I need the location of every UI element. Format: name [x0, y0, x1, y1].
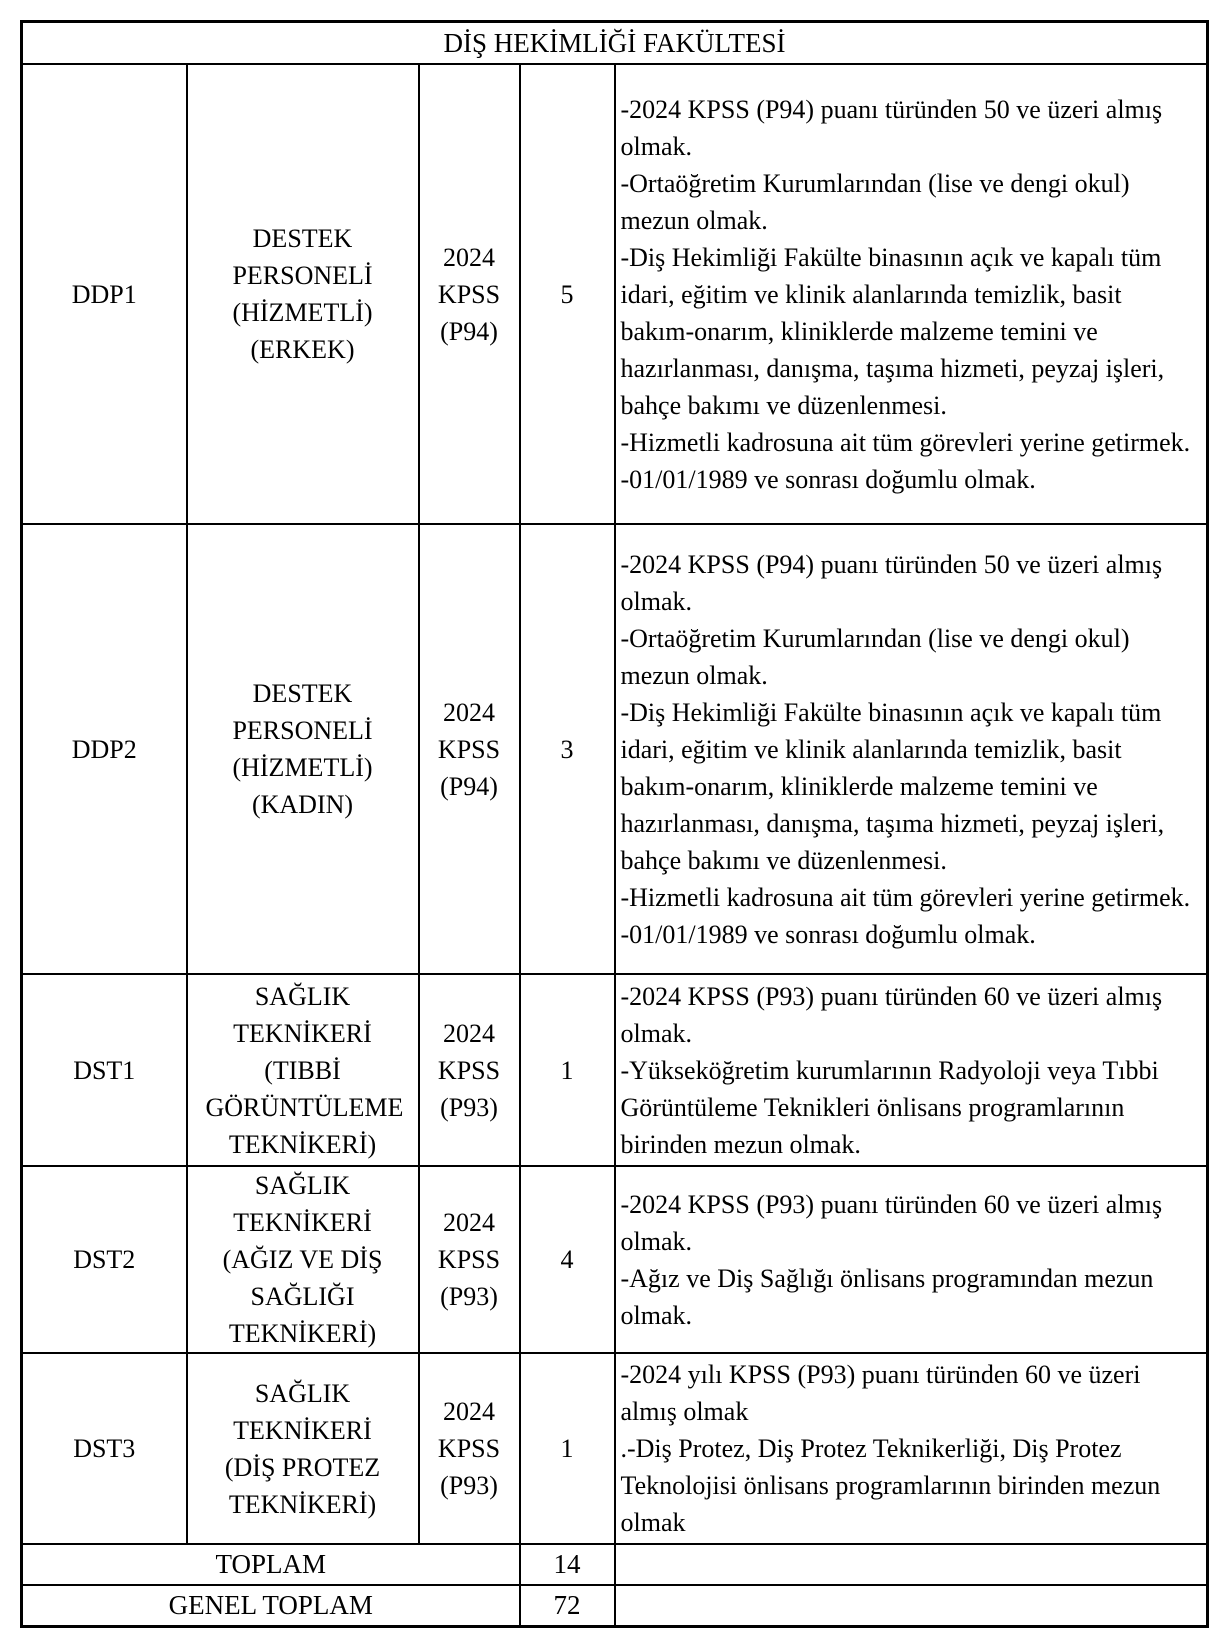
table-row-ddp2 — [22, 524, 1208, 974]
table-row-ddp1 — [22, 64, 1208, 524]
requirements-cell — [615, 64, 1208, 524]
requirement-item: -Hizmetli kadrosuna ait tüm görevleri yerine getirmek. — [620, 882, 1191, 912]
exam-type: 2024 KPSS (P94) — [419, 64, 520, 524]
position-title: DESTEK PERSONELİ (HİZMETLİ) (KADIN) — [187, 524, 419, 974]
requirement-item: -2024 KPSS (P93) puanı türünden 60 ve üzeri almış olmak. — [620, 981, 1163, 1048]
quota-count: 4 — [520, 1166, 615, 1353]
position-title: DESTEK PERSONELİ (HİZMETLİ) (ERKEK) — [187, 64, 419, 524]
requirement-item: -01/01/1989 ve sonrası doğumlu olmak. — [620, 464, 1036, 494]
exam-type: 2024 KPSS (P93) — [419, 1166, 520, 1353]
requirement-item: -2024 KPSS (P94) puanı türünden 50 ve üzeri almış olmak. — [620, 94, 1163, 161]
genel-toplam-label: GENEL TOPLAM — [22, 1585, 520, 1627]
position-title: SAĞLIK TEKNİKERİ (TIBBİ GÖRÜNTÜLEME TEKNİKERİ) — [187, 974, 419, 1166]
quota-count: 5 — [520, 64, 615, 524]
position-code: DDP1 — [22, 64, 187, 524]
faculty-recruitment-table — [20, 20, 1209, 1628]
table-row-dst1 — [22, 974, 1208, 1166]
grand-total-row — [22, 1585, 1208, 1627]
genel-toplam-empty-cell — [615, 1585, 1208, 1627]
requirement-item: -Diş Hekimliği Fakülte binasının açık ve kapalı tüm idari, eğitim ve klinik alanlarında temizlik, basit bakım-onarım, kliniklerde malzeme temini ve hazırlanması, danışma, taşıma hizmeti, peyzaj işleri, bahçe bakımı ve düzenlenmesi. — [620, 242, 1165, 420]
requirement-item: .-Diş Protez, Diş Protez Teknikerliği, Diş Protez Teknolojisi önlisans programlarının birinden mezun olmak — [620, 1434, 1161, 1537]
position-code: DST1 — [22, 974, 187, 1166]
requirement-item: -Ortaöğretim Kurumlarından (lise ve dengi okul) mezun olmak. — [620, 623, 1130, 690]
table-header-row — [22, 22, 1208, 65]
exam-type: 2024 KPSS (P94) — [419, 524, 520, 974]
requirement-item: -Ağız ve Diş Sağlığı önlisans programından mezun olmak. — [620, 1263, 1154, 1330]
total-row — [22, 1544, 1208, 1585]
requirement-item: -Ortaöğretim Kurumlarından (lise ve dengi okul) mezun olmak. — [620, 168, 1130, 235]
quota-count: 1 — [520, 1353, 615, 1544]
requirements-cell — [615, 524, 1208, 974]
exam-type: 2024 KPSS (P93) — [419, 1353, 520, 1544]
requirement-item: -2024 KPSS (P93) puanı türünden 60 ve üzeri almış olmak. — [620, 1189, 1163, 1256]
quota-count: 1 — [520, 974, 615, 1166]
requirements-cell — [615, 1353, 1208, 1544]
requirement-item: -Yükseköğretim kurumlarının Radyoloji veya Tıbbi Görüntüleme Teknikleri önlisans programlarının birinden mezun olmak. — [620, 1055, 1159, 1159]
requirement-item: -01/01/1989 ve sonrası doğumlu olmak. — [620, 919, 1036, 949]
position-title: SAĞLIK TEKNİKERİ (DİŞ PROTEZ TEKNİKERİ) — [187, 1353, 419, 1544]
toplam-label: TOPLAM — [22, 1544, 520, 1585]
requirement-item: -2024 yılı KPSS (P93) puanı türünden 60 ve üzeri almış olmak — [620, 1360, 1141, 1426]
toplam-empty-cell — [615, 1544, 1208, 1585]
table-title: DİŞ HEKİMLİĞİ FAKÜLTESİ — [22, 22, 1208, 65]
toplam-value: 14 — [520, 1544, 615, 1585]
position-title: SAĞLIK TEKNİKERİ (AĞIZ VE DİŞ SAĞLIĞI TEKNİKERİ) — [187, 1166, 419, 1353]
position-code: DST2 — [22, 1166, 187, 1353]
position-code: DST3 — [22, 1353, 187, 1544]
exam-type: 2024 KPSS (P93) — [419, 974, 520, 1166]
genel-toplam-value: 72 — [520, 1585, 615, 1627]
quota-count: 3 — [520, 524, 615, 974]
table-row-dst2 — [22, 1166, 1208, 1353]
table-row-dst3 — [22, 1353, 1208, 1544]
requirements-cell — [615, 1166, 1208, 1353]
requirement-item: -Hizmetli kadrosuna ait tüm görevleri yerine getirmek. — [620, 427, 1191, 457]
requirement-item: -2024 KPSS (P94) puanı türünden 50 ve üzeri almış olmak. — [620, 549, 1163, 616]
requirements-cell — [615, 974, 1208, 1166]
requirement-item: -Diş Hekimliği Fakülte binasının açık ve kapalı tüm idari, eğitim ve klinik alanlarında temizlik, basit bakım-onarım, kliniklerde malzeme temini ve hazırlanması, danışma, taşıma hizmeti, peyzaj işleri, bahçe bakımı ve düzenlenmesi. — [620, 697, 1165, 875]
position-code: DDP2 — [22, 524, 187, 974]
